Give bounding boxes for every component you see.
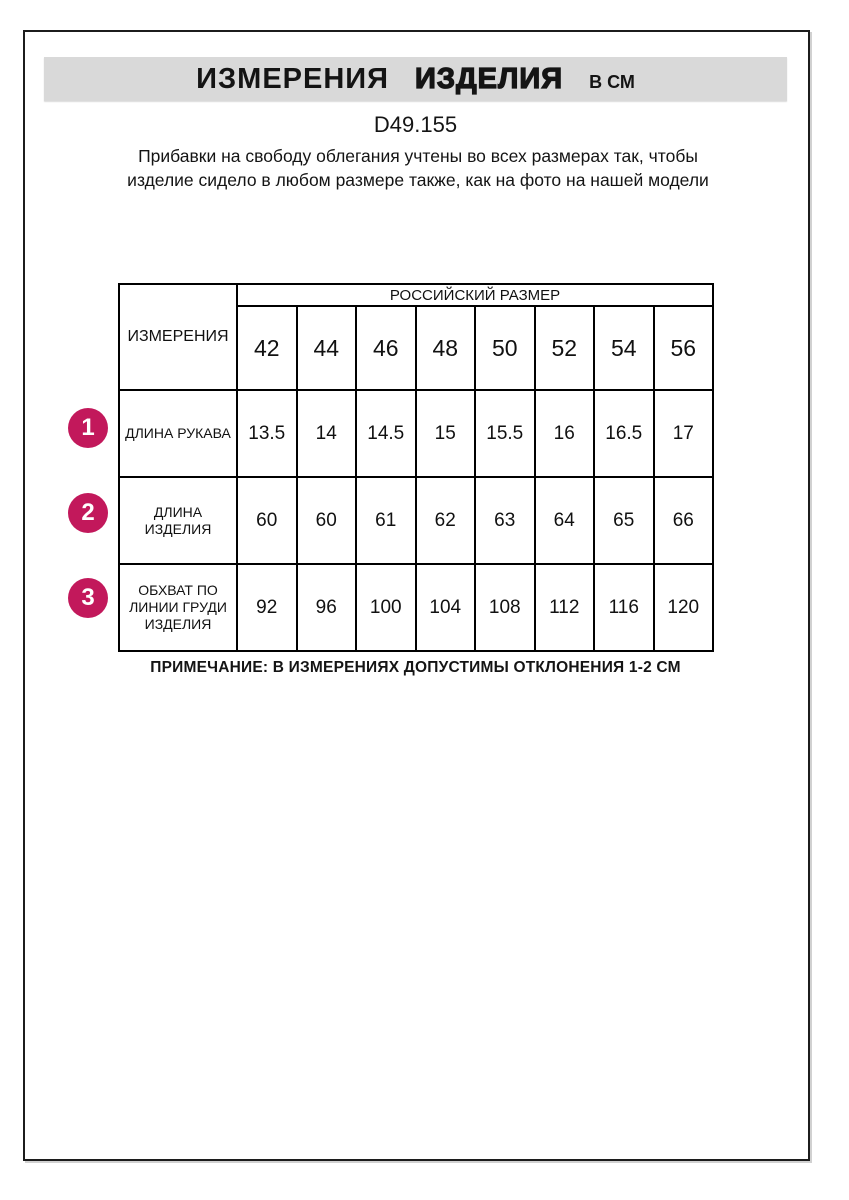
measurement-value-cell: 61 bbox=[356, 477, 416, 564]
size-column-header: 54 bbox=[594, 306, 654, 390]
measurement-value-cell: 60 bbox=[237, 477, 297, 564]
table-row-product-length bbox=[119, 477, 713, 564]
title-product-label: ИЗДЕЛИЯ bbox=[415, 62, 564, 95]
measurement-value-cell: 116 bbox=[594, 564, 654, 651]
row-marker-1: 1 bbox=[68, 408, 108, 448]
size-column-header: 44 bbox=[297, 306, 357, 390]
title-measurements-label: ИЗМЕРЕНИЯ bbox=[196, 62, 389, 95]
measurement-value-cell: 16.5 bbox=[594, 390, 654, 477]
measurement-value-cell: 15 bbox=[416, 390, 476, 477]
row-label-text: ДЛИНА ИЗДЕЛИЯ bbox=[144, 503, 212, 537]
measurement-value-cell: 14 bbox=[297, 390, 357, 477]
row-label bbox=[119, 477, 237, 564]
size-column-header: 56 bbox=[654, 306, 714, 390]
size-column-header: 50 bbox=[475, 306, 535, 390]
table-row-chest-girth bbox=[119, 564, 713, 651]
size-column-header: 52 bbox=[535, 306, 595, 390]
row-label: ДЛИНА РУКАВА bbox=[119, 390, 237, 477]
model-code: D49.155 bbox=[373, 112, 458, 137]
measurement-value-cell: 60 bbox=[297, 477, 357, 564]
measurement-value-cell: 62 bbox=[416, 477, 476, 564]
measurement-value-cell: 63 bbox=[475, 477, 535, 564]
title-bar bbox=[44, 57, 787, 101]
title-units-label: В СМ bbox=[589, 71, 635, 92]
measurement-value-cell: 17 bbox=[654, 390, 714, 477]
tolerance-note: ПРИМЕЧАНИЕ: В ИЗМЕРЕНИЯХ ДОПУСТИМЫ ОТКЛОНЕНИЯ 1-2 СМ bbox=[150, 659, 681, 676]
measurement-value-cell: 92 bbox=[237, 564, 297, 651]
measurement-value-cell: 112 bbox=[535, 564, 595, 651]
table-row-sleeve-length bbox=[119, 390, 713, 477]
table-header-row-top bbox=[119, 284, 713, 306]
measurement-value-cell: 65 bbox=[594, 477, 654, 564]
measurement-value-cell: 96 bbox=[297, 564, 357, 651]
row-label-text: ОБХВАТ ПО ЛИНИИ ГРУДИ ИЗДЕЛИЯ bbox=[129, 582, 227, 632]
measurement-value-cell: 14.5 bbox=[356, 390, 416, 477]
size-column-header: 48 bbox=[416, 306, 476, 390]
measurement-value-cell: 13.5 bbox=[237, 390, 297, 477]
row-label bbox=[119, 564, 237, 651]
measurement-value-cell: 100 bbox=[356, 564, 416, 651]
fit-description: Прибавки на свободу облегания учтены во всех размерах так, чтобы изделие сидело в любом размере также, как на фото на нашей модели bbox=[127, 146, 709, 190]
measurement-value-cell: 64 bbox=[535, 477, 595, 564]
measurement-value-cell: 120 bbox=[654, 564, 714, 651]
size-column-header: 46 bbox=[356, 306, 416, 390]
corner-header-cell: ИЗМЕРЕНИЯ bbox=[119, 284, 237, 390]
measurement-value-cell: 104 bbox=[416, 564, 476, 651]
russian-size-header: РОССИЙСКИЙ РАЗМЕР bbox=[237, 284, 713, 306]
measurements-table bbox=[118, 283, 714, 652]
measurement-value-cell: 108 bbox=[475, 564, 535, 651]
row-marker-3: 3 bbox=[68, 578, 108, 618]
size-column-header: 42 bbox=[237, 306, 297, 390]
measurement-value-cell: 16 bbox=[535, 390, 595, 477]
measurement-value-cell: 66 bbox=[654, 477, 714, 564]
measurement-value-cell: 15.5 bbox=[475, 390, 535, 477]
row-marker-2: 2 bbox=[68, 493, 108, 533]
